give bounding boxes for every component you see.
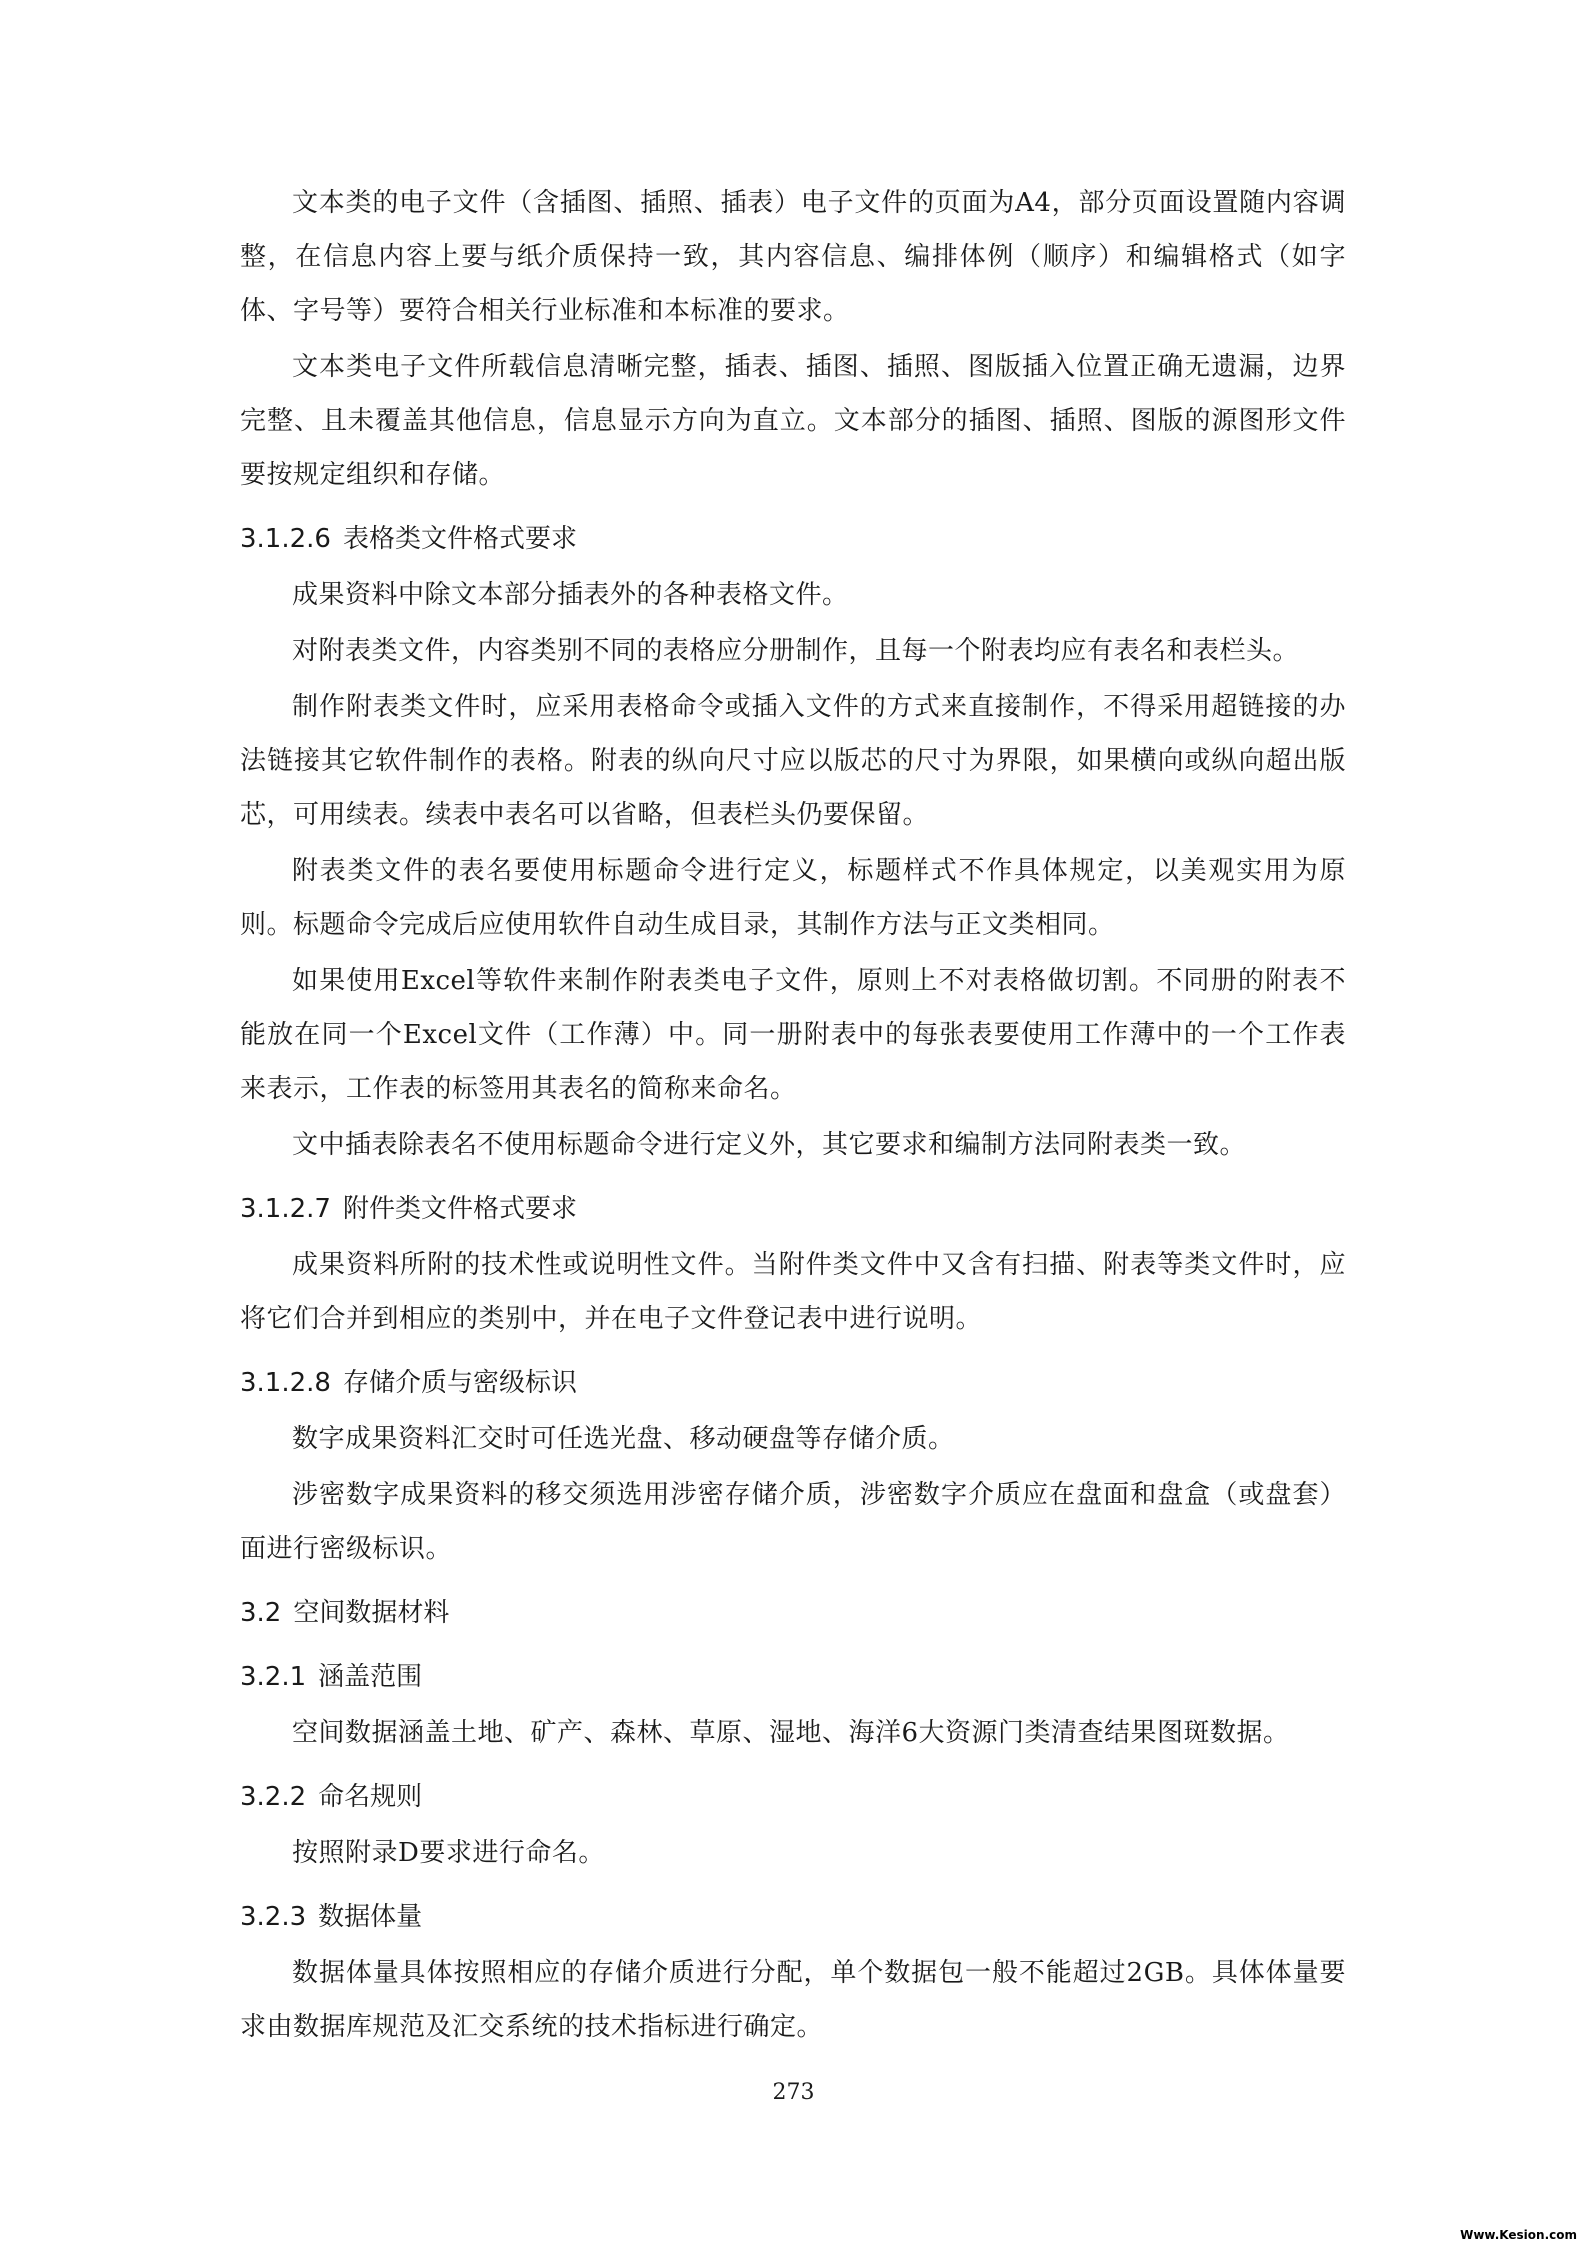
document-body [240, 176, 1346, 2056]
paragraph: 成果资料所附的技术性或说明性文件。当附件类文件中又含有扫描、附表等类文件时，应将它们合并到相应的类别中，并在电子文件登记表中进行说明。 [240, 1250, 1346, 1334]
section-title: 表格类文件格式要求 [342, 524, 577, 554]
paragraph: 涉密数字成果资料的移交须选用涉密存储介质，涉密数字介质应在盘面和盘盒（或盘套）面进行密级标识。 [240, 1480, 1346, 1564]
section-title: 附件类文件格式要求 [342, 1194, 577, 1224]
section-number: 3.1.2.6 [240, 524, 331, 554]
section-title: 数据体量 [318, 1902, 423, 1932]
section-number: 3.2 [240, 1598, 282, 1628]
section-title: 存储介质与密级标识 [342, 1368, 577, 1398]
paragraph: 如果使用Excel等软件来制作附表类电子文件，原则上不对表格做切割。不同册的附表不能放在同一个Excel文件（工作薄）中。同一册附表中的每张表要使用工作薄中的一个工作表来表示，工作表的标签用其表名的简称来命名。 [240, 966, 1346, 1104]
section-number: 3.1.2.8 [240, 1368, 331, 1398]
paragraph: 制作附表类文件时，应采用表格命令或插入文件的方式来直接制作，不得采用超链接的办法链接其它软件制作的表格。附表的纵向尺寸应以版芯的尺寸为界限，如果横向或纵向超出版芯，可用续表。续表中表名可以省略，但表栏头仍要保留。 [240, 692, 1346, 830]
watermark-logo: Www.Kesion.com [1456, 2227, 1581, 2243]
section-heading [240, 1770, 1346, 1824]
paragraph: 数据体量具体按照相应的存储介质进行分配，单个数据包一般不能超过2GB。具体体量要求由数据库规范及汇交系统的技术指标进行确定。 [240, 1958, 1346, 2042]
section-title: 命名规则 [318, 1782, 423, 1812]
paragraph: 空间数据涵盖土地、矿产、森林、草原、湿地、海洋6大资源门类清查结果图斑数据。 [292, 1718, 1290, 1748]
section-heading [240, 1650, 1346, 1704]
section-title: 空间数据材料 [293, 1598, 450, 1628]
section-heading [240, 1356, 1346, 1410]
paragraph: 附表类文件的表名要使用标题命令进行定义，标题样式不作具体规定，以美观实用为原则。标题命令完成后应使用软件自动生成目录，其制作方法与正文类相同。 [240, 856, 1346, 940]
section-number: 3.2.2 [240, 1782, 307, 1812]
paragraph: 对附表类文件，内容类别不同的表格应分册制作，且每一个附表均应有表名和表栏头。 [292, 636, 1300, 666]
section-heading [240, 1182, 1346, 1236]
section-number: 3.2.3 [240, 1902, 307, 1932]
paragraph: 文本类电子文件所载信息清晰完整，插表、插图、插照、图版插入位置正确无遗漏，边界完整、且未覆盖其他信息，信息显示方向为直立。文本部分的插图、插照、图版的源图形文件要按规定组织和存储。 [240, 352, 1346, 490]
page-number: 273 [772, 2080, 815, 2105]
section-number: 3.1.2.7 [240, 1194, 331, 1224]
paragraph: 文中插表除表名不使用标题命令进行定义外，其它要求和编制方法同附表类一致。 [292, 1130, 1247, 1160]
section-heading [240, 1890, 1346, 1944]
paragraph: 成果资料中除文本部分插表外的各种表格文件。 [292, 580, 849, 610]
section-title: 涵盖范围 [318, 1662, 423, 1692]
paragraph: 按照附录D要求进行命名。 [292, 1838, 605, 1868]
paragraph: 数字成果资料汇交时可任选光盘、移动硬盘等存储介质。 [292, 1424, 955, 1454]
section-heading [240, 512, 1346, 566]
section-heading [240, 1586, 1346, 1640]
section-number: 3.2.1 [240, 1662, 307, 1692]
paragraph: 文本类的电子文件（含插图、插照、插表）电子文件的页面为A4，部分页面设置随内容调整，在信息内容上要与纸介质保持一致，其内容信息、编排体例（顺序）和编辑格式（如字体、字号等）要符合相关行业标准和本标准的要求。 [240, 188, 1346, 326]
